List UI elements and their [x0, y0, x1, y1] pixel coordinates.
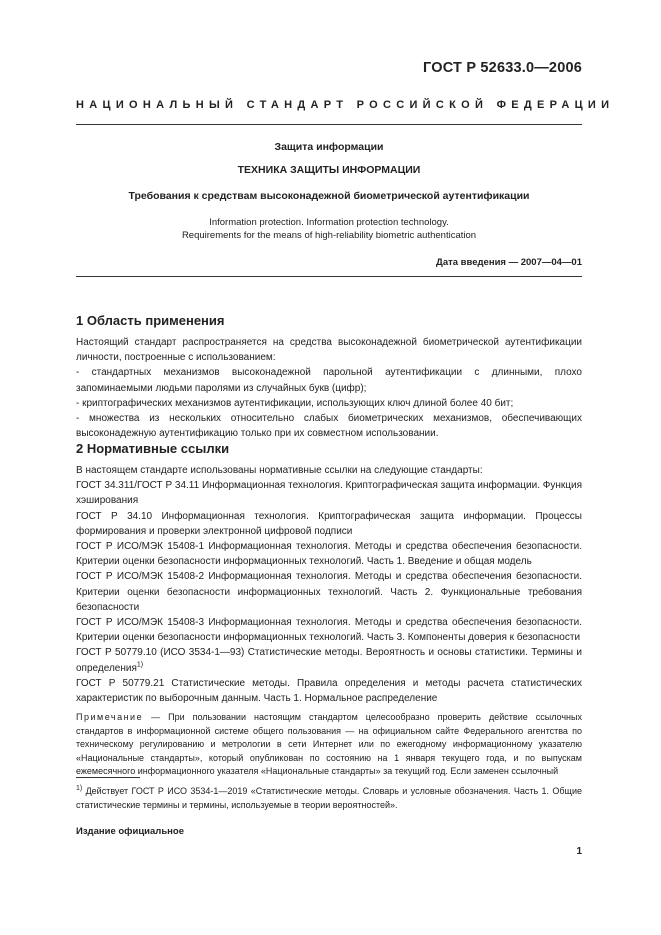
title-subject: Защита информации — [274, 141, 384, 153]
top-divider — [76, 124, 582, 125]
note — [76, 711, 582, 779]
footnote-divider — [76, 777, 140, 778]
note-text: — При пользовании настоящим стандартом целесообразно проверить действие ссылочных стандартов в информационной системе общего пользования — на официальном сайте Федерального агентства по техническому регулированию и метрологии в сети Интернет или по ежегодному информационному указателю «Национальные стандарты», который опубликован по состоянию на 1 января текущего года, и по выпускам ежемесячного информационного указателя «Национальные стандарты» за текущий год. Если заменен ссылочный — [76, 712, 582, 777]
reference-paragraph: ГОСТ Р 34.10 Информационная технология. Криптографическая защита информации. Процессы формирования и проверки электронной цифровой подписи — [76, 510, 582, 537]
section1-body — [76, 335, 582, 441]
date-divider — [76, 276, 582, 277]
section1-paragraph: Настоящий стандарт распространяется на средства высоконадежной биометрической аутентификации личности, построенные с использованием: — [76, 337, 582, 364]
reference-paragraph: ГОСТ Р ИСО/МЭК 15408-2 Информационная технология. Методы и средства обеспечения безопасности. Критерии оценки безопасности информационных технологий. Часть 2. Функциональные требования безопасности — [76, 571, 582, 613]
national-standard-heading: НАЦИОНАЛЬНЫЙ СТАНДАРТ РОССИЙСКОЙ ФЕДЕРАЦИИ — [76, 99, 615, 111]
section2-body — [76, 463, 582, 706]
section2-heading: 2 Нормативные ссылки — [76, 441, 230, 456]
reference-paragraph: ГОСТ Р ИСО/МЭК 15408-1 Информационная технология. Методы и средства обеспечения безопасности. Критерии оценки безопасности информационных технологий. Часть 1. Введение и общая модель — [76, 541, 582, 568]
reference-paragraph: ГОСТ Р ИСО/МЭК 15408-3 Информационная технология. Методы и средства обеспечения безопасности. Критерии оценки безопасности информационных технологий. Часть 3. Компоненты доверия к безопасности — [76, 617, 582, 644]
official-edition-label: Издание официальное — [76, 826, 184, 837]
reference-paragraph-with-footnote — [76, 645, 582, 675]
note-label: Примечание — [76, 712, 144, 722]
reference-paragraph: ГОСТ 34.311/ГОСТ Р 34.11 Информационная технология. Криптографическая защита информации. Функция хэширования — [76, 480, 582, 507]
title-english-line1: Information protection. Information protection technology. — [209, 217, 449, 228]
section1-paragraph: - стандартных механизмов высоконадежной парольной аутентификации с длинными, плохо запоминаемыми людьми паролями из случайных букв (цифр); — [76, 367, 582, 394]
title-main: ТЕХНИКА ЗАЩИТЫ ИНФОРМАЦИИ — [237, 164, 421, 176]
reference-text: ГОСТ Р 50779.10 (ИСО 3534-1—93) Статистические методы. Вероятность и основы статистики. Термины и определения — [76, 647, 582, 674]
introduction-date: Дата введения — 2007—04—01 — [436, 257, 582, 268]
section1-paragraph: - криптографических механизмов аутентификации, использующих ключ длиной более 40 бит; — [76, 397, 514, 409]
title-english-line2: Requirements for the means of high-reliability biometric authentication — [181, 230, 477, 241]
footnote — [76, 785, 582, 812]
section1-heading: 1 Область применения — [76, 313, 225, 328]
reference-paragraph: ГОСТ Р 50779.21 Статистические методы. Правила определения и методы расчета статистических характеристик по выборочным данным. Часть 1. Нормальное распределение — [76, 677, 582, 705]
page-number: 1 — [576, 846, 582, 857]
footnote-marker: 1) — [76, 785, 83, 792]
reference-paragraph: В настоящем стандарте использованы нормативные ссылки на следующие стандарты: — [76, 465, 483, 476]
section1-paragraph: - множества из нескольких относительно слабых биометрических механизмов, обеспечивающих высоконадежную аутентификацию только при их совместном использовании. — [76, 413, 582, 440]
title-english — [76, 216, 582, 242]
gost-code: ГОСТ Р 52633.0—2006 — [423, 60, 582, 76]
footnote-text: Действует ГОСТ Р ИСО 3534-1—2019 «Статистические методы. Словарь и условные обозначения. Часть 1. Общие статистические термины и термины, используемые в теории вероятностей». — [76, 786, 582, 810]
footnote-ref: 1) — [136, 661, 144, 669]
title-requirements: Требования к средствам высоконадежной биометрической аутентификации — [128, 190, 530, 202]
